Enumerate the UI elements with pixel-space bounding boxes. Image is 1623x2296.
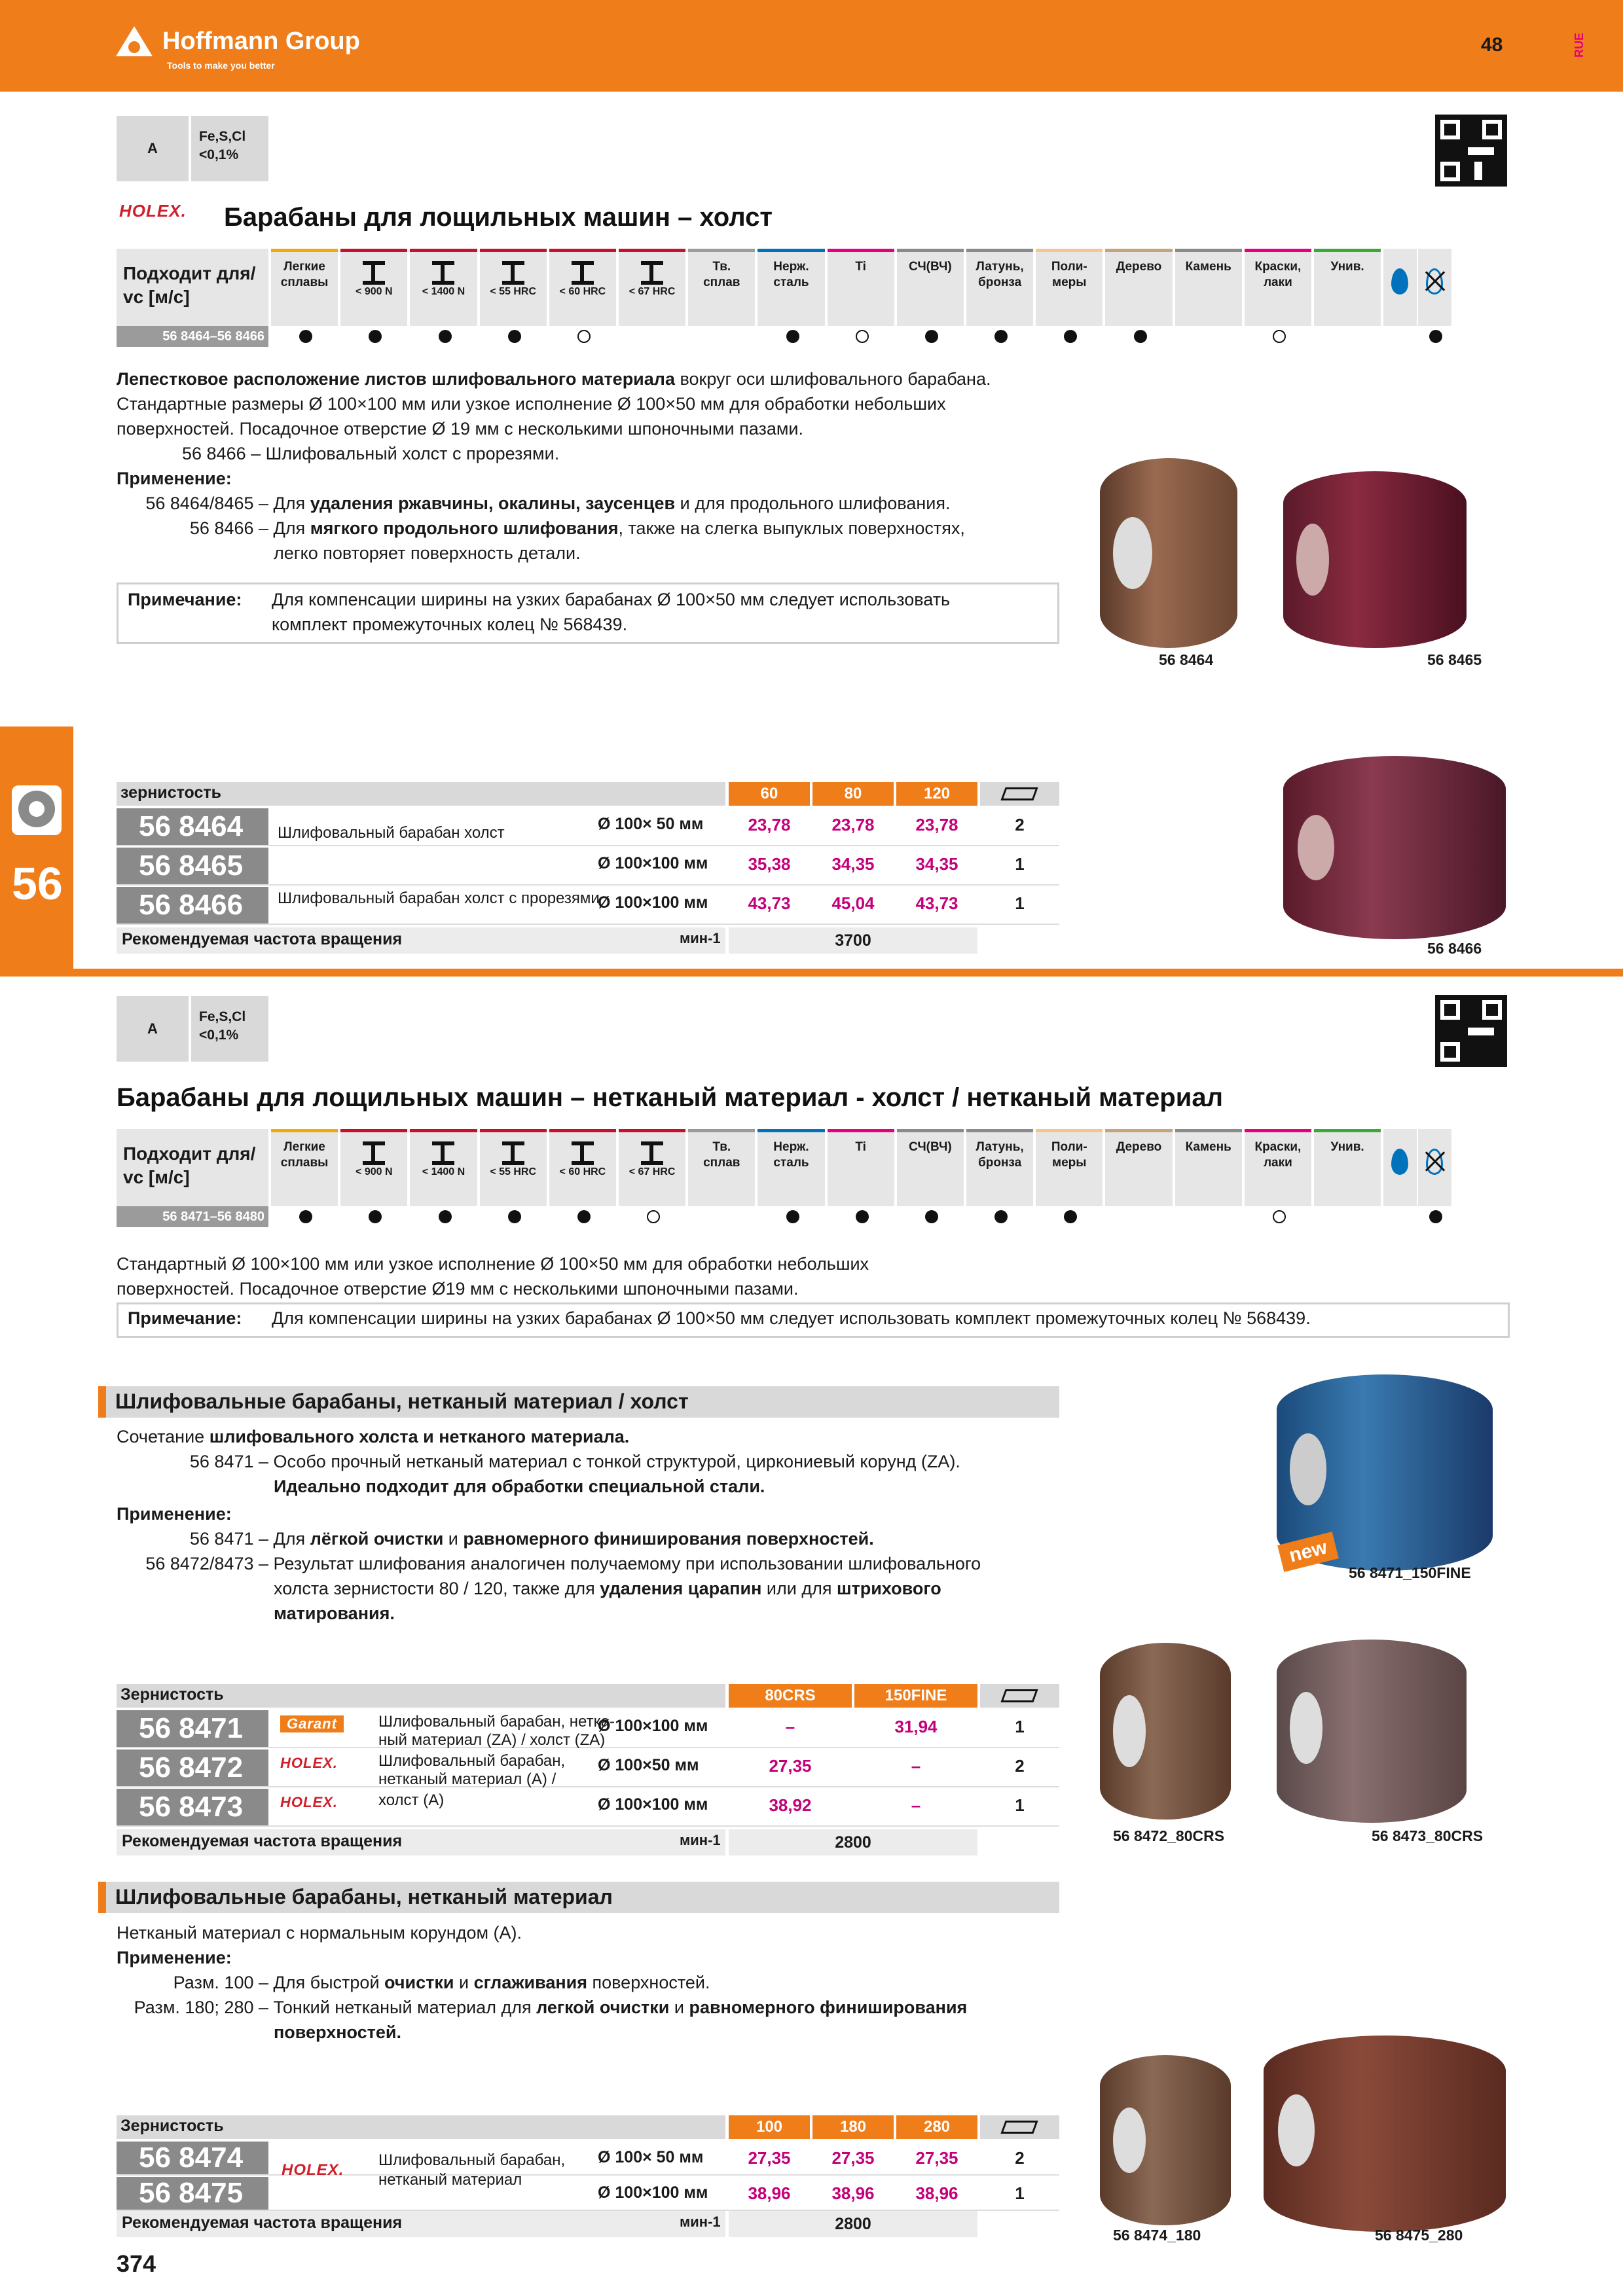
product-desc: Шлифовальный барабан, нетканый материал (A) / bbox=[378, 1752, 566, 1788]
brand-name: Hoffmann Group bbox=[162, 27, 360, 55]
material-label bbox=[340, 1132, 407, 1140]
material-sublabel: сталь bbox=[773, 1156, 809, 1170]
material-sublabel: < 1400 N bbox=[422, 1166, 465, 1177]
material-column bbox=[1036, 249, 1103, 326]
product-image-568465 bbox=[1283, 471, 1467, 648]
price-cell: 23,78 bbox=[748, 815, 791, 834]
suitable-dot bbox=[299, 330, 312, 343]
suitable-dot bbox=[439, 330, 452, 343]
steel-beam-icon bbox=[641, 1141, 663, 1165]
limited-dot bbox=[647, 1210, 660, 1223]
price-cell: 34,35 bbox=[831, 854, 875, 874]
material-label: Краски, bbox=[1254, 1140, 1302, 1154]
material-label: Ti bbox=[855, 1140, 866, 1154]
pack-icon bbox=[980, 2115, 1059, 2139]
pack-icon bbox=[980, 782, 1059, 806]
limited-dot bbox=[1273, 330, 1286, 343]
suitable-dot bbox=[786, 330, 799, 343]
subsection-heading: Шлифовальные барабаны, нетканый материал / холст bbox=[98, 1386, 1059, 1418]
material-column bbox=[1314, 249, 1381, 326]
price-table-3 bbox=[117, 1684, 1059, 1861]
holex-logo: HOLEX. bbox=[280, 1755, 338, 1771]
limited-dot bbox=[856, 330, 869, 343]
coolant-drop-icon bbox=[1383, 1129, 1417, 1206]
pack-qty: 2 bbox=[1015, 1756, 1025, 1776]
suitable-dot bbox=[508, 1210, 521, 1223]
material-label: Унив. bbox=[1330, 260, 1364, 274]
material-sublabel: сплавы bbox=[280, 276, 329, 289]
speed-label: Рекомендуемая частота вращения bbox=[122, 930, 403, 948]
cat-tag-a: A bbox=[117, 116, 189, 181]
material-column bbox=[549, 1129, 616, 1206]
material-label: Дерево bbox=[1116, 1140, 1162, 1154]
grit-label: Зернистость bbox=[120, 1685, 224, 1704]
dry-use-icon bbox=[1418, 249, 1451, 326]
material-label: Латунь, bbox=[976, 260, 1024, 274]
speed-value: 2800 bbox=[729, 2211, 977, 2237]
price-cell: 34,35 bbox=[915, 854, 958, 874]
material-sublabel: < 60 HRC bbox=[559, 1166, 606, 1177]
article-range: 56 8464–56 8466 bbox=[117, 326, 268, 347]
material-label: Легкие bbox=[283, 1140, 325, 1154]
page-number-bottom: 374 bbox=[117, 2250, 156, 2277]
holex-logo: HOLEX. bbox=[280, 1794, 338, 1810]
article-number: 56 8473 bbox=[117, 1789, 268, 1825]
grit-col: 280 bbox=[896, 2115, 977, 2139]
pack-qty: 2 bbox=[1015, 815, 1025, 834]
img-caption: 56 8464 bbox=[1159, 651, 1214, 668]
material-sublabel: < 67 HRC bbox=[629, 286, 676, 297]
grit-col: 60 bbox=[729, 782, 810, 806]
material-column bbox=[757, 249, 824, 326]
price-cell: 38,92 bbox=[769, 1795, 812, 1815]
material-column bbox=[410, 1129, 477, 1206]
material-label bbox=[410, 1132, 477, 1140]
material-label: Краски, bbox=[1254, 260, 1302, 274]
suitable-dot bbox=[439, 1210, 452, 1223]
img-caption: 56 8475_280 bbox=[1375, 2227, 1463, 2244]
material-sublabel: < 60 HRC bbox=[559, 286, 606, 297]
suitable-dot bbox=[369, 330, 382, 343]
suitable-dot bbox=[1064, 330, 1077, 343]
pack-qty: 1 bbox=[1015, 2183, 1025, 2203]
speed-unit: мин-1 bbox=[680, 1832, 721, 1848]
material-column bbox=[897, 249, 964, 326]
section3-description: Сочетание шлифовального холста и нетканого материала. 56 8471 – Особо прочный нетканый материал с тонкой структурой, циркониевый корунд (ZA). Идеально подходит для обработки специальной стали. Применение: 56 8471 – Для лёгкой очистки и равномерного финиширования поверхностей. 56 8472/8473 – Результат шлифования аналогичен получаемому при использовании шлифовального холста зернистости 80 / 120, также для удаления царапин или для штрихового матирования. bbox=[117, 1427, 981, 1623]
grit-label: зернистость bbox=[120, 783, 222, 802]
material-column bbox=[966, 1129, 1033, 1206]
suitable-dot bbox=[925, 330, 938, 343]
price-cell: 43,73 bbox=[915, 893, 958, 913]
material-sublabel: сплав bbox=[703, 276, 740, 289]
pack-qty: 1 bbox=[1015, 1795, 1025, 1815]
suitable-dot bbox=[299, 1210, 312, 1223]
suitable-dot bbox=[994, 330, 1008, 343]
limited-dot bbox=[577, 330, 591, 343]
material-column bbox=[1175, 249, 1242, 326]
material-label: Ti bbox=[855, 260, 866, 274]
dimension: Ø 100×100 мм bbox=[598, 854, 708, 872]
material-sublabel: бронза bbox=[978, 276, 1022, 289]
suitable-dot bbox=[1134, 330, 1147, 343]
qr-code-icon bbox=[1435, 115, 1507, 187]
material-column bbox=[1036, 1129, 1103, 1206]
material-sublabel: < 900 N bbox=[356, 286, 393, 297]
material-sublabel: лаки bbox=[1263, 276, 1292, 289]
material-sublabel: меры bbox=[1052, 276, 1087, 289]
steel-beam-icon bbox=[641, 261, 663, 285]
product-image-568472 bbox=[1100, 1643, 1231, 1820]
grit-col: 80CRS bbox=[729, 1684, 852, 1708]
img-caption: 56 8466 bbox=[1427, 940, 1482, 957]
material-label bbox=[549, 1132, 616, 1140]
img-caption: 56 8465 bbox=[1427, 651, 1482, 668]
material-column bbox=[549, 249, 616, 326]
article-number: 56 8474 bbox=[117, 2142, 268, 2174]
price-cell: 35,38 bbox=[748, 854, 791, 874]
material-column bbox=[340, 249, 407, 326]
coolant-drop-icon bbox=[1383, 249, 1417, 326]
material-column bbox=[410, 249, 477, 326]
dimension: Ø 100×50 мм bbox=[598, 1756, 699, 1774]
speed-unit: мин-1 bbox=[680, 2214, 721, 2230]
suitable-dot bbox=[994, 1210, 1008, 1223]
material-label bbox=[619, 1132, 685, 1140]
suitable-dot bbox=[786, 1210, 799, 1223]
price-cell: 27,35 bbox=[748, 2148, 791, 2168]
material-table-1 bbox=[117, 249, 1506, 347]
product-image-568474 bbox=[1100, 2055, 1231, 2225]
material-label: Камень bbox=[1185, 1140, 1231, 1154]
price-cell: – bbox=[785, 1717, 795, 1736]
dimension: Ø 100× 50 мм bbox=[598, 815, 704, 833]
img-caption: 56 8474_180 bbox=[1113, 2227, 1201, 2244]
product-desc: Шлифовальный барабан, нетка- ный материал (ZA) / холст (ZA) bbox=[378, 1713, 615, 1749]
holex-logo: HOLEX. bbox=[119, 201, 187, 221]
article-range: 56 8471–56 8480 bbox=[117, 1206, 268, 1227]
article-number: 56 8464 bbox=[117, 808, 268, 845]
material-column bbox=[1105, 249, 1172, 326]
img-caption: 56 8473_80CRS bbox=[1372, 1827, 1484, 1844]
material-column bbox=[480, 249, 547, 326]
price-cell: 27,35 bbox=[769, 1756, 812, 1776]
article-number: 56 8465 bbox=[117, 848, 268, 884]
material-label bbox=[480, 1132, 547, 1140]
product-desc: Шлифовальный барабан холст с прорезями bbox=[278, 889, 600, 907]
material-column bbox=[966, 249, 1033, 326]
limited-dot bbox=[1273, 1210, 1286, 1223]
steel-beam-icon bbox=[432, 1141, 454, 1165]
holex-logo: HOLEX. bbox=[282, 2161, 344, 2179]
steel-beam-icon bbox=[572, 1141, 594, 1165]
dimension: Ø 100× 50 мм bbox=[598, 2148, 704, 2166]
steel-beam-icon bbox=[432, 261, 454, 285]
material-column bbox=[757, 1129, 824, 1206]
grit-col: 120 bbox=[896, 782, 977, 806]
material-sublabel: бронза bbox=[978, 1156, 1022, 1170]
price-cell: 31,94 bbox=[894, 1717, 938, 1736]
material-label: Поли- bbox=[1051, 260, 1087, 274]
product-desc: Шлифовальный барабан холст bbox=[278, 824, 505, 842]
material-column bbox=[688, 249, 755, 326]
brand-tagline: Tools to make you better bbox=[167, 60, 275, 71]
material-label: Легкие bbox=[283, 260, 325, 274]
chapter-number: 56 bbox=[12, 858, 63, 909]
material-columns bbox=[271, 1129, 1506, 1227]
suitable-dot bbox=[856, 1210, 869, 1223]
article-number: 56 8475 bbox=[117, 2177, 268, 2210]
price-cell: 43,73 bbox=[748, 893, 791, 913]
cat-tag-a: A bbox=[117, 996, 189, 1062]
garant-logo: Garant bbox=[280, 1715, 344, 1732]
section2-title: Барабаны для лощильных машин – нетканый материал - холст / нетканый материал bbox=[117, 1083, 1223, 1112]
material-label: СЧ(ВЧ) bbox=[909, 1140, 952, 1154]
product-desc: холст (A) bbox=[378, 1791, 445, 1809]
grit-col: 80 bbox=[812, 782, 894, 806]
material-label: Унив. bbox=[1330, 1140, 1364, 1154]
steel-beam-icon bbox=[363, 1141, 385, 1165]
material-label: СЧ(ВЧ) bbox=[909, 260, 952, 274]
steel-beam-icon bbox=[572, 261, 594, 285]
material-column bbox=[897, 1129, 964, 1206]
material-sublabel: < 67 HRC bbox=[629, 1166, 676, 1177]
price-cell: 38,96 bbox=[748, 2183, 791, 2203]
material-sublabel: сплавы bbox=[280, 1156, 329, 1170]
price-table-4 bbox=[117, 2115, 1059, 2246]
suitable-dot bbox=[369, 1210, 382, 1223]
material-sublabel: < 1400 N bbox=[422, 286, 465, 297]
material-label bbox=[619, 252, 685, 260]
grit-label: Зернистость bbox=[120, 2117, 224, 2135]
price-cell: – bbox=[911, 1795, 921, 1815]
new-badge: new bbox=[1277, 1532, 1339, 1572]
material-column bbox=[619, 249, 685, 326]
price-cell: 23,78 bbox=[831, 815, 875, 834]
material-label bbox=[480, 252, 547, 260]
note-box-1: Примечание: Для компенсации ширины на узких барабанах Ø 100×50 мм следует использовать комплект промежуточных колец № 568439. bbox=[117, 583, 1059, 644]
suitable-dot bbox=[1064, 1210, 1077, 1223]
steel-beam-icon bbox=[502, 261, 524, 285]
dry-use-icon bbox=[1418, 1129, 1451, 1206]
speed-value: 2800 bbox=[729, 1829, 977, 1856]
material-column bbox=[828, 1129, 894, 1206]
material-label: Нерж. bbox=[773, 260, 809, 274]
material-label bbox=[410, 252, 477, 260]
material-column bbox=[271, 1129, 338, 1206]
language-code: RUE bbox=[1573, 33, 1586, 58]
product-image-568464 bbox=[1100, 458, 1237, 648]
section-separator bbox=[0, 969, 1623, 977]
page-number-top: 48 bbox=[1481, 34, 1503, 56]
material-column bbox=[340, 1129, 407, 1206]
material-table-2 bbox=[117, 1129, 1506, 1227]
material-sublabel: лаки bbox=[1263, 1156, 1292, 1170]
dimension: Ø 100×100 мм bbox=[598, 1795, 708, 1814]
price-cell: 23,78 bbox=[915, 815, 958, 834]
price-cell: 27,35 bbox=[831, 2148, 875, 2168]
material-sublabel: сплав bbox=[703, 1156, 740, 1170]
speed-value: 3700 bbox=[729, 927, 977, 954]
price-cell: 27,35 bbox=[915, 2148, 958, 2168]
suitable-dot bbox=[1429, 330, 1442, 343]
suitable-dot bbox=[925, 1210, 938, 1223]
material-columns bbox=[271, 249, 1506, 347]
qr-code-icon bbox=[1435, 995, 1507, 1067]
speed-label: Рекомендуемая частота вращения bbox=[122, 1832, 403, 1850]
hoffmann-logo-icon bbox=[115, 25, 154, 58]
material-label: Камень bbox=[1185, 260, 1231, 274]
cat-tag-fe: Fe,S,Cl <0,1% bbox=[191, 996, 268, 1062]
price-cell: 38,96 bbox=[915, 2183, 958, 2203]
section2-description: Стандартный Ø 100×100 мм или узкое исполнение Ø 100×50 мм для обработки небольших поверхностей. Посадочное отверстие Ø19 мм с несколькими шпоночными пазами. bbox=[117, 1254, 869, 1299]
material-label bbox=[549, 252, 616, 260]
material-label: Латунь, bbox=[976, 1140, 1024, 1154]
speed-label: Рекомендуемая частота вращения bbox=[122, 2214, 403, 2232]
material-label: Дерево bbox=[1116, 260, 1162, 274]
material-sublabel: меры bbox=[1052, 1156, 1087, 1170]
speed-label: vc [м/с] bbox=[123, 287, 190, 307]
dimension: Ø 100×100 мм bbox=[598, 2183, 708, 2202]
material-column bbox=[480, 1129, 547, 1206]
pack-qty: 1 bbox=[1015, 854, 1025, 874]
suitable-dot bbox=[577, 1210, 591, 1223]
suit-label: Подходит для/ bbox=[123, 263, 256, 283]
material-sublabel: сталь bbox=[773, 276, 809, 289]
pack-icon bbox=[980, 1684, 1059, 1708]
grit-col: 100 bbox=[729, 2115, 810, 2139]
product-image-568473 bbox=[1277, 1640, 1467, 1823]
material-column bbox=[1245, 249, 1311, 326]
price-cell: 45,04 bbox=[831, 893, 875, 913]
price-cell: – bbox=[911, 1756, 921, 1776]
material-label: Тв. bbox=[712, 1140, 731, 1154]
material-sublabel: < 900 N bbox=[356, 1166, 393, 1177]
steel-beam-icon bbox=[363, 261, 385, 285]
product-image-568475 bbox=[1264, 2036, 1506, 2232]
img-caption: 56 8471_150FINE bbox=[1349, 1564, 1471, 1581]
article-number: 56 8466 bbox=[117, 887, 268, 924]
material-column bbox=[619, 1129, 685, 1206]
article-number: 56 8472 bbox=[117, 1749, 268, 1786]
material-label: Нерж. bbox=[773, 1140, 809, 1154]
material-label: Поли- bbox=[1051, 1140, 1087, 1154]
material-column bbox=[1314, 1129, 1381, 1206]
note-box-2: Примечание: Для компенсации ширины на узких барабанах Ø 100×50 мм следует использовать комплект промежуточных колец № 568439. bbox=[117, 1302, 1510, 1338]
material-label: Тв. bbox=[712, 260, 731, 274]
material-column bbox=[688, 1129, 755, 1206]
pack-qty: 1 bbox=[1015, 893, 1025, 913]
pack-qty: 1 bbox=[1015, 1717, 1025, 1736]
pack-qty: 2 bbox=[1015, 2148, 1025, 2168]
dimension: Ø 100×100 мм bbox=[598, 893, 708, 912]
suitable-dot bbox=[508, 330, 521, 343]
material-column bbox=[1245, 1129, 1311, 1206]
steel-beam-icon bbox=[502, 1141, 524, 1165]
price-cell: 38,96 bbox=[831, 2183, 875, 2203]
material-column bbox=[271, 249, 338, 326]
chapter-tab bbox=[0, 726, 73, 969]
speed-label: vc [м/с] bbox=[123, 1167, 190, 1187]
cat-tag-fe: Fe,S,Cl <0,1% bbox=[191, 116, 268, 181]
material-label bbox=[340, 252, 407, 260]
product-image-568466 bbox=[1283, 756, 1506, 939]
material-sublabel: < 55 HRC bbox=[490, 286, 537, 297]
grit-col: 150FINE bbox=[854, 1684, 977, 1708]
material-column bbox=[828, 249, 894, 326]
grit-col: 180 bbox=[812, 2115, 894, 2139]
grinding-disc-icon bbox=[12, 785, 62, 835]
suitable-dot bbox=[1429, 1210, 1442, 1223]
material-sublabel: < 55 HRC bbox=[490, 1166, 537, 1177]
speed-unit: мин-1 bbox=[680, 930, 721, 946]
subsection-heading: Шлифовальные барабаны, нетканый материал bbox=[98, 1882, 1059, 1913]
section1-description: Лепестковое расположение листов шлифовального материала вокруг оси шлифовального барабана. Стандартные размеры Ø 100×100 мм или узкое исполнение Ø 100×50 мм для обработки небольших поверхностей. Посадочное отверстие Ø 19 мм с несколькими шпоночными пазами. 56 8466 – Шлифовальный холст с прорезями. Применение: 56 8464/8465 – Для удаления ржавчины, окалины, заусенцев и для продольного шлифования. 56 8466 – Для мягкого продольного шлифования, также на слегка выпуклых поверхностях, легко повторяет поверхность детали. bbox=[117, 369, 991, 563]
section4-description: Нетканый материал с нормальным корундом (A). Применение: Разм. 100 – Для быстрой очистки и сглаживания поверхностей. Разм. 180; 280 – Тонкий нетканый материал для легкой очистки и равномерного финиширования поверхностей. bbox=[117, 1923, 968, 2042]
suit-label: Подходит для/ bbox=[123, 1143, 256, 1164]
dimension: Ø 100×100 мм bbox=[598, 1717, 708, 1735]
img-caption: 56 8472_80CRS bbox=[1113, 1827, 1225, 1844]
price-table-1 bbox=[117, 782, 1059, 959]
material-column bbox=[1175, 1129, 1242, 1206]
section1-title: Барабаны для лощильных машин – холст bbox=[224, 203, 773, 232]
material-column bbox=[1105, 1129, 1172, 1206]
article-number: 56 8471 bbox=[117, 1710, 268, 1747]
product-desc: Шлифовальный барабан, нетканый материал bbox=[378, 2151, 566, 2189]
